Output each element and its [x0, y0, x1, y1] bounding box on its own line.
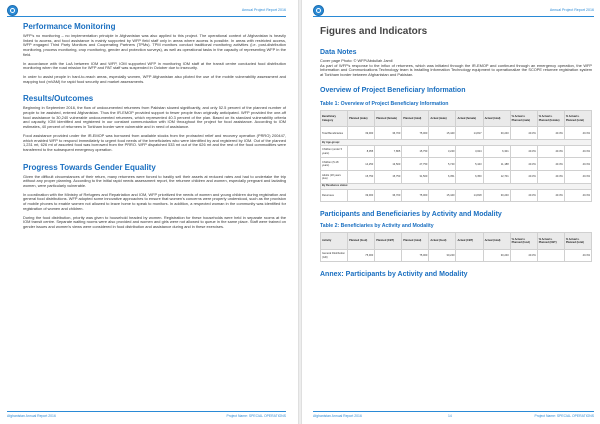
table-cell: 30,240	[429, 249, 456, 262]
paragraph: During the food distribution, priority was given to household headed by women. Registration for these households were held in separate rooms at the IOM transit centre. Separate waiting rooms were also provided and women and girls were not allowed to queue in the same place. Staff were trained on gender issues and women's views were considered in food distribution and assistance during and in these exercises.	[23, 214, 286, 229]
table-body	[321, 249, 592, 262]
section-gender-equality	[23, 163, 286, 230]
table-cell: 40.3%	[537, 189, 564, 202]
table-cell: 75,000	[402, 127, 429, 140]
wfp-logo-icon	[7, 5, 18, 16]
column-header: % Actual v. Planned (total)	[564, 110, 591, 127]
annex-heading: Annex: Participants by Activity and Modality	[320, 271, 468, 279]
table-cell: 6,350	[456, 171, 483, 184]
table-cell: 3,024	[456, 145, 483, 158]
table-cell: 12,701	[483, 171, 510, 184]
table-cell: 15,750	[348, 171, 375, 184]
table-cell: 15,750	[375, 171, 402, 184]
table-cell: 40.3%	[564, 171, 591, 184]
footer-right-text: Project Name: SPECIAL OPERATIONS	[534, 414, 594, 418]
table-cell: 40.3%	[537, 158, 564, 171]
table-cell: 36,700	[375, 189, 402, 202]
table-row	[321, 189, 592, 202]
right-content	[320, 22, 592, 279]
row-label: Adults (18 years plus)	[321, 171, 348, 184]
data-notes-heading: Data Notes	[320, 49, 357, 56]
table-cell: 75,000	[348, 249, 375, 262]
page-number: 14	[448, 414, 452, 418]
column-header: Beneficiary Category	[321, 110, 348, 127]
cover-credit: Cover page Photo: © WFP/Abdullah Jamil	[320, 58, 393, 63]
table-cell: 30,240	[483, 189, 510, 202]
section-heading: Results/Outcomes	[23, 94, 94, 104]
table-cell: 14,818	[456, 189, 483, 202]
table-cell	[456, 249, 483, 262]
row-label: Total Beneficiaries	[321, 127, 348, 140]
row-label: Returnees	[321, 189, 348, 202]
header-rule	[7, 16, 286, 17]
table-cell: 40.3%	[510, 145, 537, 158]
footer-rule	[7, 411, 286, 412]
section-results-outcomes	[23, 94, 286, 152]
table-header-row	[321, 110, 592, 127]
column-header: % Actual v. Planned (CBT)	[537, 233, 564, 250]
column-header: Planned (female)	[375, 110, 402, 127]
column-header: % Actual v. Planned (food)	[510, 233, 537, 250]
paragraph: Beginning in September 2016, the flow of undocumented returnees from Pakistan slowed significantly, and only 52.5 percent of the planned number of people to be assisted, entered Afghanistan. Thus the IR-EMOP provided support to fewer people than originally anticipated. WFP provided the one-off food assistance to 30,240 vulnerable undocumented returnees, which represented 40.3 percent of the plan. Based on its standard vulnerability criteria and capacity, IOM identified and registered in our constant communication with IOM throughout the project for food assistance. According to IOM estimates, 40 percent of returnees in Torkham border were vulnerable and in need of assistance.	[23, 105, 286, 130]
column-header: Planned (food)	[348, 233, 375, 250]
table-row	[321, 145, 592, 158]
beneficiary-table	[320, 110, 592, 202]
table-cell: 40.3%	[537, 145, 564, 158]
table-cell: 40.3%	[564, 145, 591, 158]
table-cell: 40.3%	[564, 158, 591, 171]
table-cell: 14,817	[456, 127, 483, 140]
section-performance-monitoring	[23, 22, 286, 84]
footer-left-text: Afghanistan Annual Report 2016	[313, 414, 362, 418]
wfp-logo-icon	[313, 5, 324, 16]
column-header: Planned (male)	[348, 110, 375, 127]
table-cell: 15,750	[402, 145, 429, 158]
table-cell: 40.3%	[510, 189, 537, 202]
column-header: Planned (total)	[402, 110, 429, 127]
column-header: Actual (total)	[483, 110, 510, 127]
row-label: General Distribution (GD)	[321, 249, 348, 262]
table-cell: 15,440	[429, 127, 456, 140]
table-header-row	[321, 233, 592, 250]
table-row	[321, 158, 592, 171]
table-cell: 5,740	[429, 158, 456, 171]
table-cell: 6,351	[429, 171, 456, 184]
table-cell: 27,750	[402, 158, 429, 171]
paragraph: In accordance with the LoA between IOM and WFP, IOM supported WFP in monitoring IOM staff at the transit centre conducted food distribution monitoring when the road mission for WFP and PAT staff was suspended in October due to insecurity.	[23, 60, 286, 71]
table-body	[321, 127, 592, 202]
table-cell: 6,301	[483, 145, 510, 158]
column-header: Planned (total)	[402, 233, 429, 250]
table-cell: 13,500	[375, 158, 402, 171]
participants-heading: Participants and Beneficiaries by Activity and Modality	[320, 211, 502, 219]
table-cell: 75,000	[402, 249, 429, 262]
table-cell: 30,240	[483, 249, 510, 262]
table-cell: 39,000	[348, 189, 375, 202]
column-header: % Actual v. Planned (total)	[564, 233, 591, 250]
table-cell: 8,055	[348, 145, 375, 158]
table-cell: 40.3%	[564, 249, 591, 262]
table-cell: 5,443	[456, 158, 483, 171]
footer-rule	[313, 411, 594, 412]
table-cell: 75,000	[402, 189, 429, 202]
row-label: Children (under 5 years)	[321, 145, 348, 158]
page-title: Figures and Indicators	[320, 26, 428, 37]
table-cell: 40.3%	[537, 171, 564, 184]
table-cell: 7,865	[375, 145, 402, 158]
column-header: % Actual v. Planned (female)	[537, 110, 564, 127]
column-header: Actual (CBT)	[456, 233, 483, 250]
column-header: Actual (male)	[429, 110, 456, 127]
table-cell: 40.3%	[564, 189, 591, 202]
table-cell: 15,440	[429, 189, 456, 202]
group-label: By Age-group:	[321, 140, 592, 146]
table-cell: 14,250	[348, 158, 375, 171]
column-header: % Actual v. Planned (male)	[510, 110, 537, 127]
paragraph: Food assistance provided under the IR-EMOP was borrowed from available stocks from the protracted relief and recovery operation (PRRO) 200447, which enabled WFP to respond immediately to urgent food needs of the beneficiaries who were identified by and registered by IOM. Out of the planned 1,231 mt, 626 mt of assorted food was borrowed from the PRRO. WFP dispatched 533 mt out of the 626 mt and the rest of the food commodities were transferred to the subsequent emergency operation.	[23, 132, 286, 152]
data-notes-paragraph: As part of WFP's response to the influx of returnees, which was initiated through the IR-EMOP and continued through an emergency operation, the WFP Information and Communications Technology team is installing Information Technology equipment to operationalize the SCOPE returnee registration system at Torkham border between Afghanistan and Pakistan.	[320, 62, 592, 78]
page-header-text: Annual Project Report 2016	[549, 8, 594, 12]
table-cell: 40.3%	[510, 249, 537, 262]
column-header: Actual (female)	[456, 110, 483, 127]
table2-title: Table 2: Beneficiaries by Activity and Modality	[320, 223, 434, 230]
row-label: Children (5-18 years)	[321, 158, 348, 171]
table-row	[321, 249, 592, 262]
table-cell: 40.3%	[564, 127, 591, 140]
table1-title: Table 1: Overview of Project Beneficiary Information	[320, 100, 449, 107]
column-header: Planned (CBT)	[375, 233, 402, 250]
table-cell: 31,500	[402, 171, 429, 184]
paragraph: WFP's no monitoring – no implementation principle in Afghanistan was also applied to this project. The operational context of Afghanistan is heavily linked to access, and food assistance is mainly supported by WFP field staff only in areas where access is possible. In areas with restricted access, WFP engaged Third Party Monitors and Cooperating Partners (TPMs). TPM monitors conduct traditional monitoring activities (i.e. post-distribution monitoring, process monitoring, crop monitoring, gender and protection surveys), as well as operational tasks in the capacity of representing WFP in the field.	[23, 33, 286, 57]
paragraph: In coordination with the Ministry of Refugees and Repatriation and IOM, WFP prioritized the needs of women and young children during registration and general food distributions. WFP adopted some innovative approaches to ensure that women's concerns were properly understood, such as the provision of mobile phones to enable women not allowed to leave home to speak to monitors. In addition, a respected woman in the community was identified for registration of women and children.	[23, 191, 286, 211]
table-cell: 36,700	[375, 127, 402, 140]
table-cell: 30,240	[483, 127, 510, 140]
header-rule	[313, 16, 594, 17]
footer-left-text: Afghanistan Annual Report 2016	[7, 414, 56, 418]
column-header: Actual (total)	[483, 233, 510, 250]
table-cell: 3,240	[429, 145, 456, 158]
table-cell: 11,188	[483, 158, 510, 171]
table-cell: 40.3%	[510, 158, 537, 171]
section-heading: Progress Towards Gender Equality	[23, 162, 156, 172]
page-header-text: Annual Project Report 2016	[241, 8, 286, 12]
column-header: Actual (food)	[429, 233, 456, 250]
paragraph: In order to assist people in hard-to-reach areas, especially women, WFP Afghanistan also piloted the use of the mobile vulnerability assessment and mapping tool (mVAM) for rapid food security and market assessments.	[23, 73, 286, 84]
table-cell: 40.3%	[510, 171, 537, 184]
left-content	[23, 22, 286, 230]
table-cell: 40.3%	[537, 127, 564, 140]
activity-modality-table	[320, 232, 592, 262]
column-header: Activity	[321, 233, 348, 250]
table-cell	[375, 249, 402, 262]
overview-heading: Overview of Project Beneficiary Information	[320, 86, 466, 94]
section-heading: Performance Monitoring	[23, 22, 116, 31]
paragraph: Given the difficult circumstances of their return, many returnees were forced to hastily sell their assets at reduced rates and had to undertake the trip without any proper planning. According to the initial rapid needs assessment report, the returnee children and women, especially pregnant and lactating women, were particularly vulnerable.	[23, 173, 286, 189]
group-label: By Residence status:	[321, 183, 592, 189]
right-page	[300, 0, 600, 424]
table-cell	[537, 249, 564, 262]
table-row	[321, 171, 592, 184]
table-cell: 40.3%	[510, 127, 537, 140]
table-row	[321, 127, 592, 140]
table-cell: 39,000	[348, 127, 375, 140]
footer-right-text: Project Name: SPECIAL OPERATIONS	[226, 414, 286, 418]
